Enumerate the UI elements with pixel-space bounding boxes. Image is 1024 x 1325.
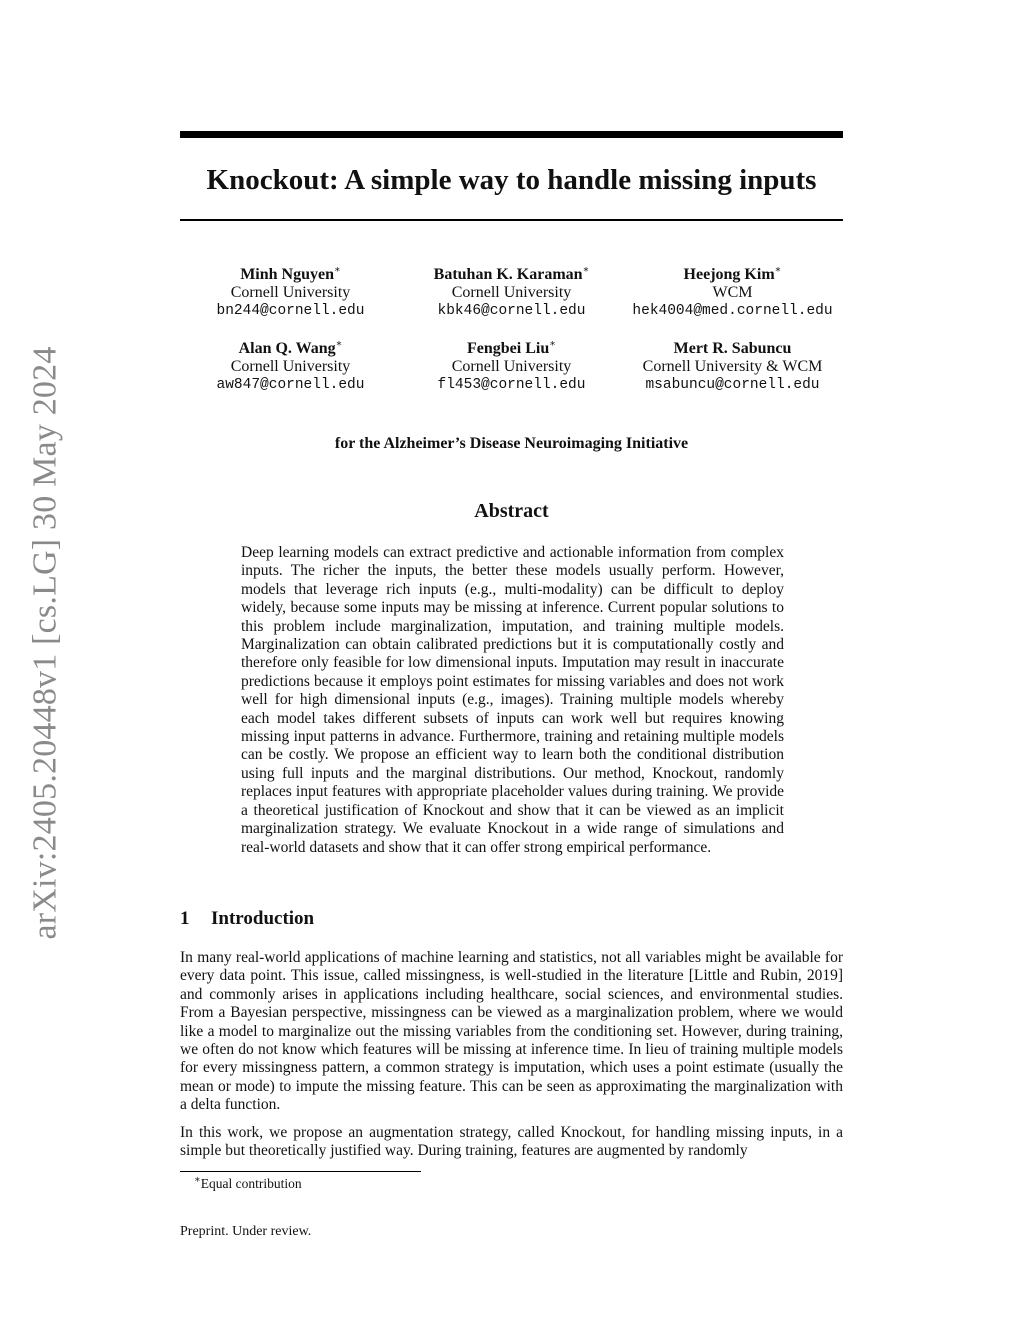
footnote [194, 1176, 302, 1192]
footnote-mark: ∗ [194, 1174, 201, 1186]
author-email: bn244@cornell.edu [216, 303, 365, 319]
paper-title: Knockout: A simple way to handle missing inputs [206, 164, 817, 196]
arxiv-identifier: arXiv:2405.20448v1 [cs.LG] 30 May 2024 [27, 345, 65, 940]
author-name: Heejong Kim∗ [683, 264, 782, 283]
author-email: kbk46@cornell.edu [437, 303, 586, 319]
author-email: fl453@cornell.edu [437, 377, 586, 393]
introduction-body [180, 949, 843, 1169]
equal-contribution-mark: ∗ [774, 264, 782, 276]
author-name: Mert R. Sabuncu [673, 340, 792, 357]
author-email: aw847@cornell.edu [216, 377, 365, 393]
arxiv-identifier-stamp [24, 345, 68, 940]
abstract-text: Deep learning models can extract predictive and actionable information from complex inputs. The richer the inputs, the better these models usually perform. However, models that leverage rich inputs (e.g., multi-modality) can be difficult to deploy widely, because some inputs may be missing at inference. Current popular solutions to this problem include marginalization, imputation, and training multiple models. Marginalization can obtain calibrated predictions but it is computationally costly and therefore only feasible for low dimensional inputs. Imputation may result in inaccurate predictions because it employs point estimates for missing variables and does not work well for high dimensional inputs (e.g., images). Training multiple models whereby each model takes different subsets of inputs can work well but requires knowing missing input patterns in advance. Furthermore, training and retaining multiple models can be costly. We propose an efficient way to learn both the conditional distribution using full inputs and the marginal distributions. Our method, Knockout, randomly replaces input features with appropriate placeholder values during training. We provide a theoretical justification of Knockout and show that it can be viewed as an implicit marginalization strategy. We evaluate Knockout in a wide range of simulations and real-world datasets and show that it can offer strong empirical performance. [241, 544, 784, 856]
author-affiliation: Cornell University [451, 358, 572, 375]
author-affiliation: WCM [712, 284, 753, 301]
section-number: 1 [180, 908, 190, 929]
author-card [622, 266, 843, 320]
author-row-1 [180, 266, 843, 320]
body-paragraph: In many real-world applications of machine learning and statistics, not all variables might be available for every data point. This issue, called missingness, is well-studied in the literature [Little and Rubin, 2019] and commonly arises in applications including healthcare, social sciences, and environmental studies. From a Bayesian perspective, missingness can be viewed as a marginalization problem, where we would like a model to marginalize out the missing variables from the conditioning set. However, during training, we often do not know which features will be missing at inference time. In lieu of training multiple models for every missingness pattern, a common strategy is imputation, which uses a point estimate (usually the mean or mode) to impute the missing feature. This can be seen as approximating the marginalization with a delta function. [180, 949, 843, 1114]
author-affiliation: Cornell University & WCM [642, 358, 823, 375]
equal-contribution-mark: ∗ [335, 338, 343, 350]
author-card [180, 340, 401, 394]
author-card [401, 266, 622, 320]
section-title: Introduction [211, 908, 315, 929]
equal-contribution-mark: ∗ [582, 264, 590, 276]
author-name: Alan Q. Wang∗ [238, 338, 343, 357]
equal-contribution-mark: ∗ [549, 338, 557, 350]
author-card [622, 340, 843, 394]
author-row-2 [180, 340, 843, 394]
author-affiliation: Cornell University [230, 284, 351, 301]
body-paragraph: In this work, we propose an augmentation strategy, called Knockout, for handling missing inputs, in a simple but theoretically justified way. During training, features are augmented by randomly [180, 1123, 843, 1160]
section-heading [180, 908, 843, 930]
footnote-rule [180, 1171, 421, 1172]
consortium-line: for the Alzheimer’s Disease Neuroimaging Initiative [334, 435, 689, 452]
author-card [401, 340, 622, 394]
abstract-heading: Abstract [474, 500, 549, 522]
author-email: msabuncu@cornell.edu [645, 377, 820, 393]
footnote-text: Equal contribution [200, 1176, 302, 1191]
author-block [180, 266, 843, 414]
author-name: Batuhan K. Karaman∗ [433, 264, 590, 283]
author-name: Fengbei Liu∗ [466, 338, 557, 357]
preprint-notice: Preprint. Under review. [180, 1224, 312, 1239]
title-rule-bottom [180, 219, 843, 221]
author-affiliation: Cornell University [451, 284, 572, 301]
title-rule-top [180, 131, 843, 138]
author-affiliation: Cornell University [230, 358, 351, 375]
author-email: hek4004@med.cornell.edu [632, 303, 833, 319]
author-card [180, 266, 401, 320]
author-name: Minh Nguyen∗ [240, 264, 341, 283]
equal-contribution-mark: ∗ [334, 264, 341, 276]
